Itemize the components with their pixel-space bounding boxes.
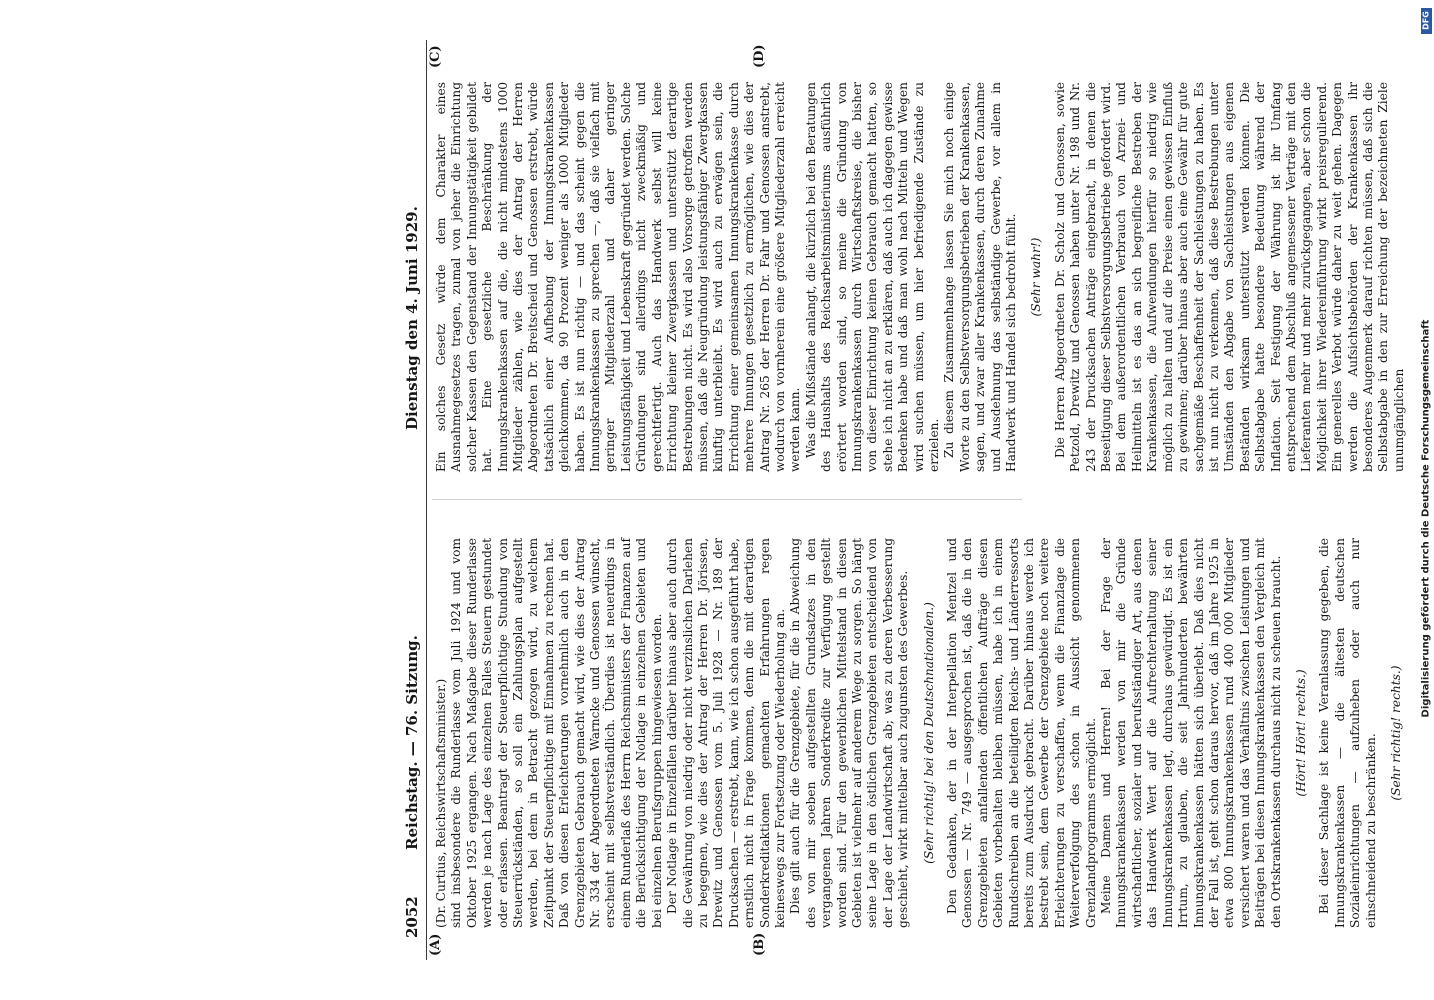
scanned-page [392, 40, 1406, 960]
margin-mark-a: (A) [428, 933, 443, 956]
paragraph: Den Gedanken, der in der Interpellation Mentzel und Genossen — Nr. 749 — ausgesprochen ist, daß die in den Grenzgebieten anfallenden öffentlichen Aufträge diesen Gebieten vorbehalten bleiben müssen, habe ich in einem Rundschreiben an die beteiligten Reichs- und Länderressorts bereits zum Ausdruck gebracht. Darüber hinaus werde ich bestrebt sein, dem Gewerbe der Grenzgebiete noch weitere Erleichterungen zu verschaffen, wenn die Finanzlage die Weiterverfolgung des schon in Aussicht genommenen Grenzlandprogramms ermöglicht. [945, 538, 1098, 928]
margin-mark-d: (D) [752, 44, 767, 68]
interjection: (Sehr wahr!) [1029, 237, 1044, 317]
paragraph: sind insbesondere die Runderlasse vom Juli 1924 und vom Oktober 1925 ergangen. Nach Maßgabe dieser Runderlasse werden je nach Lage des einzelnen Falles Steuern gestundet oder erlassen. Beantragt der Steuerpflichtige Stundung von Steuerrückständen, so soll ein Zahlungsplan aufgestellt werden, bei dem in Betracht gezogen wird, zu welchem Zeitpunkt der Steuerpflichtige mit Einnahmen zu rechnen hat. Daß von diesen Erleichterungen vornehmlich auch in den Grenzgebieten Gebrauch gemacht wird, wie dies der Antrag Nr. 334 der Abgeordneten Warncke und Genossen wünscht, erscheint mit selbstverständlich. Überdies ist neuerdings in einem Runderlaß des Herrn Reichsministers der Finanzen auf die Berücksichtigung der Notlage in einzelnen Gebieten und bei einzelnen Berufsgruppen hingewiesen worden. [449, 538, 664, 928]
left-column [434, 538, 1403, 928]
session-date: Dienstag den 4. Juni 1929. [403, 206, 421, 430]
digitization-credit [1418, 0, 1434, 1000]
paragraph: Der Notlage in Einzelfällen darüber hinaus aber auch durch die Gewährung von niedrig oder nicht verzinslichen Darlehen zu begegnen, wie dies der Antrag der Herren Dr. Jörissen, Drewitz und Genossen vom 5. Juli 1928 — Nr. 189 der Drucksachen — erstrebt, kann, wie ich schon ausgeführt habe, ernstlich nicht in Frage kommen, denn die mit derartigen Sonderkreditaktionen gemachten Erfahrungen regen keineswegs zur Fortsetzung oder Wiederholung an. [665, 538, 787, 928]
paragraph: Dies gilt auch für die Grenzgebiete, für die in Abweichung des von mir soeben aufgestellten Grundsatzes in den vergangenen Jahren Sonderkredite zur Verfügung gestellt worden sind. Für den gewerblichen Mittelstand in diesen Gebieten ist vielmehr auf anderem Wege zu sorgen. So hängt seine Lage in den östlichen Grenzgebieten entscheidend von der Lage der Landwirtschaft ab; was zu deren Verbesserung geschieht, wirkt mittelbar auch zugunsten des Gewerbes. [788, 538, 911, 928]
margin-mark-b: (B) [752, 932, 767, 956]
page-number: 2052 [403, 896, 421, 938]
page-header [400, 40, 427, 960]
interjection: (Sehr richtig! rechts.) [1388, 665, 1403, 801]
speaker-label: (Dr. Curtius, Reichswirtschaftsminister.) [434, 678, 448, 928]
running-title: Reichstag. — 76. Sitzung. [403, 635, 421, 850]
column-divider [432, 499, 1022, 500]
dfg-logo [1421, 8, 1432, 34]
paragraph: Meine Damen und Herren! Bei der Frage der Innungskrankenkassen werden von mir die Gründe wirtschaftlicher, sozialer und berufsständiger Art, aus denen das Handwerk Wert auf die Aufrechterhaltung seiner Innungskrankenkassen legt, durchaus gewürdigt. Es ist ein Irrtum, zu glauben, die seit Jahrhunderten bewährten Innungskrankenkassen hätten sich überlebt. Daß dies nicht der Fall ist, geht schon daraus hervor, daß im Jahre 1925 in etwa 800 Innungskrankenkassen rund 400 000 Mitglieder versichert waren und das Verhältnis zwischen Leistungen und Beiträgen bei diesen Innungskrankenkassen den Vergleich mit den Ortskrankenkassen durchaus nicht zu scheuen braucht. [1099, 538, 1283, 928]
margin-mark-c: (C) [428, 45, 443, 68]
paragraph: Zu diesem Zusammenhange lassen Sie mich noch einige Worte zu den Selbstversorgungsbetrieben der Krankenkassen, sagen, und zwar aller Krankenkassen, durch deren Zunahme und Ausdehnung das selbständige Gewerbe, vor allem in Handwerk und Handel sich bedroht fühlt. [942, 82, 1019, 472]
dfg-logo-text: DFG [1421, 11, 1431, 30]
paragraph: Ein solches Gesetz würde dem Charakter eines Ausnahmegesetzes tragen, zumal von jeher die Einrichtung solcher Kassen den Gegenstand der Innungstätigkeit gebildet hat. Eine gesetzliche Beschränkung der Innungskrankenkassen auf die, die nicht mindestens 1000 Mitglieder zählen, wie dies der Antrag der Herren Abgeordneten Dr. Breitscheid und Genossen erstrebt, würde tatsächlich einer Aufhebung der Innungskrankenkassen gleichkommen, da 90 Prozent weniger als 1000 Mitglieder haben. Es ist nun richtig — und das scheint gegen die Innungskrankenkassen zu sprechen —, daß sie vielfach mit geringer Mitgliederzahl und daher geringer Leistungsfähigkeit und Lebenskraft gegründet werden. Solche Gründungen sind allerdings nicht zweckmäßig und gerechtfertigt. Auch das Handwerk selbst will keine Errichtung kleiner Zwergkassen und unterstützt derartige Bestrebungen nicht. Es wird also Vorsorge getroffen werden müssen, daß die Neugründung leistungsfähiger Zwergkassen künftig unterbleibt. Es wird auch zu erwägen sein, die Errichtung einer gemeinsamen Innungskrankenkasse durch mehrere Innungen gesetzlich zu ermöglichen, wie dies der Antrag Nr. 265 der Herren Dr. Fahr und Genossen anstrebt, wodurch von vornherein eine größere Mitgliederzahl erreicht werden kann. [434, 82, 803, 472]
interjection: (Hört! Hört! rechts.) [1293, 669, 1308, 797]
interjection: (Sehr richtig! bei den Deutschnationalen.) [921, 602, 936, 864]
paragraph: Was die Mißstände anlangt, die kürzlich bei den Beratungen des Haushalts des Reichsarbeitsministeriums ausführlich erörtert worden sind, so meine die Gründung von Innungskrankenkassen durch Wirtschaftskreise, die bisher von dieser Einrichtung keinen Gebrauch gemacht hatten, so stehe ich nicht an zu erklären, daß auch ich dagegen gewisse Bedenken habe und daß man wohl nach Mitteln und Wegen wird suchen müssen, um hier befriedigende Zustände zu erzielen. [803, 82, 941, 472]
paragraph: Bei dieser Sachlage ist keine Veranlassung gegeben, die Innungskrankenkassen — die ältesten deutschen Sozialeinrichtungen — aufzuheben oder auch nur einschneidend zu beschränken. [1317, 538, 1378, 928]
right-column [434, 82, 1406, 472]
credit-text: Digitalisierung gefördert durch die Deutsche Forschungsgemeinschaft [1420, 319, 1432, 718]
paragraph: Die Herren Abgeordneten Dr. Scholz und Genossen, sowie Petzold, Drewitz und Genossen haben unter Nr. 198 und Nr. 243 der Drucksachen Anträge eingebracht, in denen die Beseitigung dieser Selbstversorgungsbetriebe gefordert wird. Bei dem außerordentlichen Verbrauch von Arznei- und Heilmitteln ist es das an sich begreifliche Bestreben der Krankenkassen, die Aufwendungen hierfür so niedrig wie möglich zu halten und auf die Preise einen gewissen Einfluß zu gewinnen; darüber hinaus aber auch eine Gewähr für gute sachgemäße Beschaffenheit der Sachleistungen zu haben. Es ist nun nicht zu verkennen, daß diese Bestrebungen unter Umständen den Abgabe von Sachleistungen aus eigenen Beständen wirksam unterstützt werden können. Die Selbstabgabe hatte besondere Bedeutung während der Inflation. Seit Festigung der Währung ist ihr Umfang entsprechend dem Abschluß angemessener Verträge mit den Lieferanten mehr und mehr zurückgegangen, aber schon die Möglichkeit ihrer Wiedereinführung wirkt preisregulierend. Ein generelles Verbot würde daher zu weit gehen. Dagegen werden die Aufsichtsbehörden der Krankenkassen ihr besonderes Augenmerk darauf richten müssen, daß sich die Selbstabgabe in den zur Erreichung der bezeichneten Ziele unumgänglichen [1052, 82, 1406, 472]
